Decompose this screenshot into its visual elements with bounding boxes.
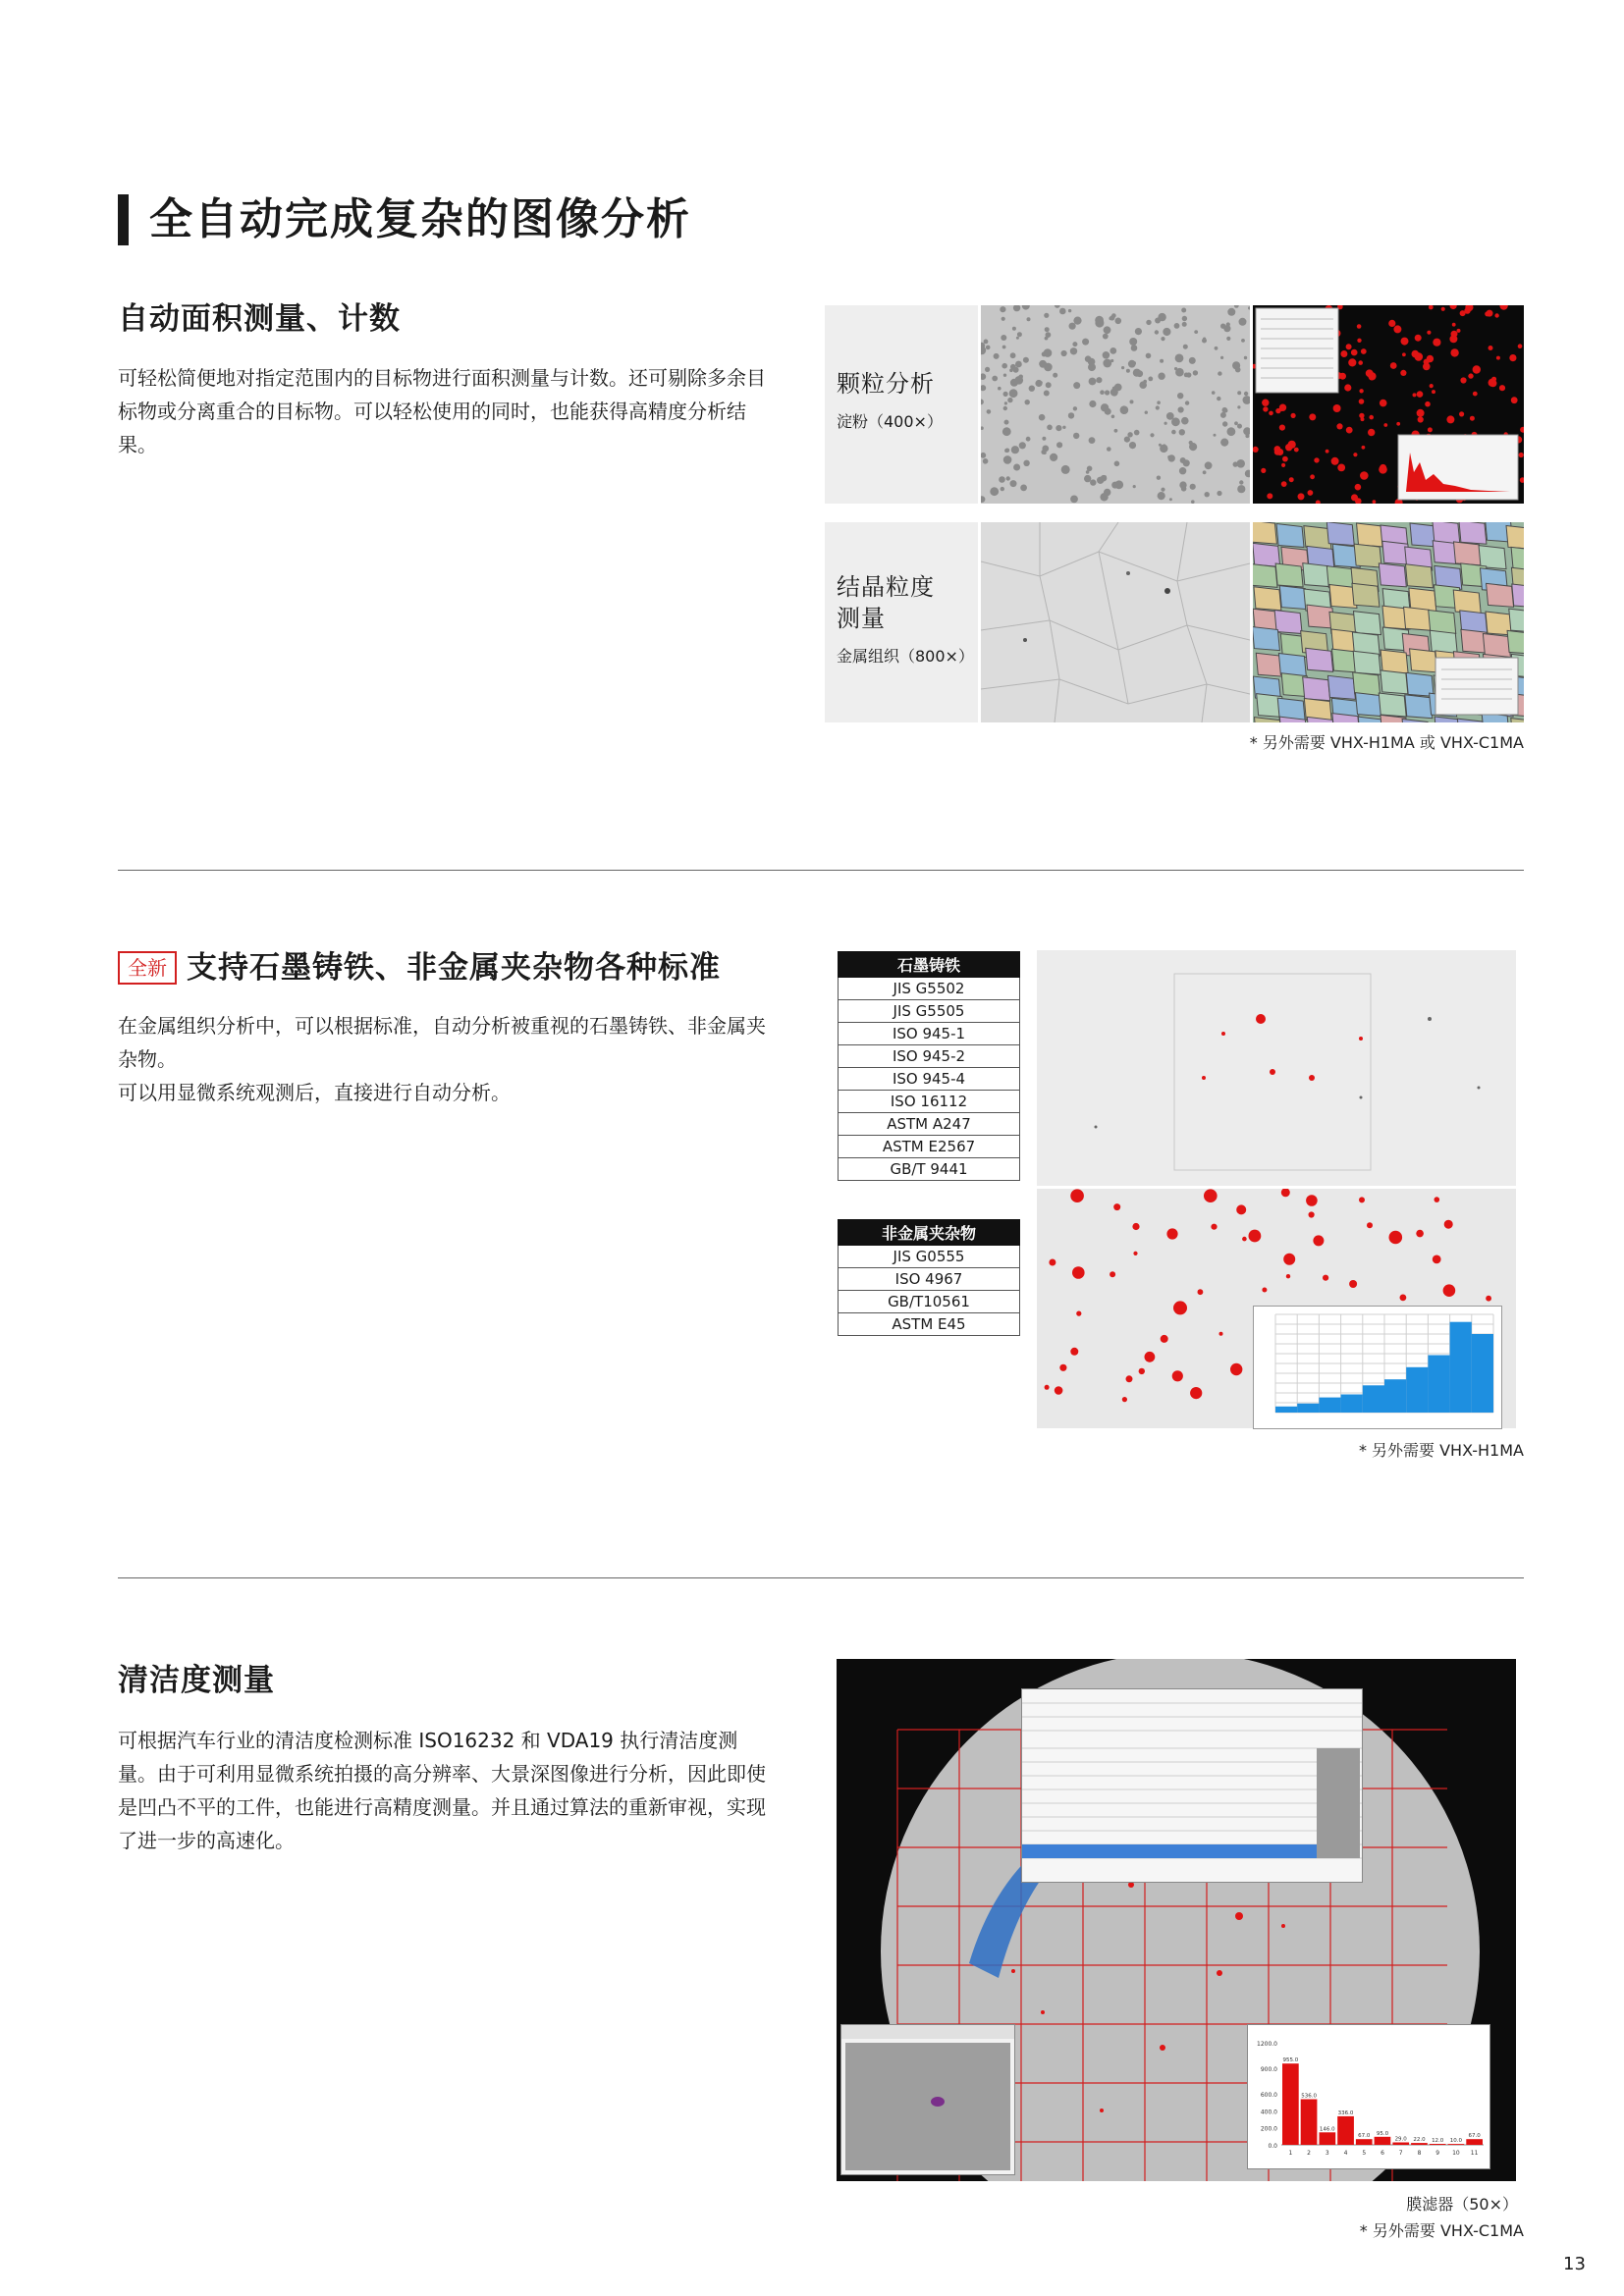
- cleanliness-data-label: 146.0: [1319, 2126, 1335, 2133]
- section2-note: * 另外需要 VHX-H1MA: [1358, 1441, 1524, 1460]
- page-number: 13: [1563, 2254, 1586, 2274]
- cleanliness-bar: [1448, 2144, 1465, 2145]
- cleanliness-data-label: 10.0: [1449, 2138, 1463, 2145]
- grain-size-title: 结晶粒度测量: [837, 573, 935, 632]
- standard-table1-row-5: ISO 16112: [839, 1091, 1020, 1113]
- cleanliness-bar: [1356, 2139, 1373, 2145]
- nonmetallic-inclusion-standards-table: [838, 1219, 1020, 1336]
- membrane-filter-image: [837, 1659, 1516, 2181]
- cleanliness-y-tick: 1200.0: [1257, 2041, 1277, 2048]
- inclusion-histogram-bar: [1472, 1334, 1493, 1413]
- cleanliness-x-tick: 3: [1325, 2150, 1329, 2157]
- new-badge: 全新: [118, 951, 177, 985]
- standard-table1-row-8: GB/T 9441: [839, 1158, 1020, 1181]
- cleanliness-bar: [1320, 2132, 1336, 2145]
- standard-table2-row-1: ISO 4967: [839, 1268, 1020, 1291]
- standard-table1-row-3: ISO 945-2: [839, 1045, 1020, 1068]
- inclusion-histogram-bar: [1275, 1407, 1297, 1413]
- cleanliness-bar: [1411, 2143, 1428, 2145]
- section1-note: * 另外需要 VHX-H1MA 或 VHX-C1MA: [1249, 733, 1524, 752]
- inclusion-histogram-bar: [1363, 1385, 1384, 1413]
- inclusion-histogram-bar: [1450, 1322, 1472, 1413]
- section3-note: * 另外需要 VHX-C1MA: [1359, 2221, 1524, 2240]
- section2-heading: [118, 948, 721, 988]
- cleanliness-x-tick: 10: [1452, 2150, 1460, 2157]
- cleanliness-x-tick: 2: [1307, 2150, 1312, 2157]
- section2-body-line-1: 在金属组织分析中，可以根据标准，自动分析被重视的石墨铸铁、非金属夹杂物。: [118, 1014, 766, 1071]
- section-divider-1: [118, 870, 1524, 871]
- standard-table1-row-6: ASTM A247: [839, 1113, 1020, 1136]
- table1-header: 石墨铸铁: [839, 952, 1020, 978]
- cleanliness-y-tick: 0.0: [1268, 2143, 1277, 2150]
- inclusion-histogram-bar: [1297, 1404, 1319, 1413]
- cleanliness-data-label: 336.0: [1337, 2109, 1354, 2116]
- cleanliness-y-tick: 900.0: [1260, 2066, 1277, 2073]
- particle-analysis-title: 颗粒分析: [837, 370, 935, 398]
- cleanliness-x-tick: 6: [1380, 2150, 1384, 2157]
- cleanliness-bar: [1375, 2137, 1391, 2145]
- section3-body: 可根据汽车行业的清洁度检测标准 ISO16232 和 VDA19 执行清洁度测量。由于可利用显微系统拍摄的高分辨率、大景深图像进行分析，因此即使是凹凸不平的工件，也能进行高精度测量。并且通过算法的重新审视，实现了进一步的高速化。: [118, 1729, 766, 1852]
- cleanliness-bar: [1430, 2144, 1446, 2145]
- inclusion-histogram-bar: [1406, 1367, 1428, 1413]
- cleanliness-data-label: 12.0: [1432, 2138, 1444, 2144]
- inclusion-histogram-bar: [1341, 1395, 1363, 1414]
- grain-size-label-panel: [825, 522, 978, 722]
- cleanliness-x-tick: 8: [1417, 2150, 1422, 2157]
- inclusion-histogram-chart: [1253, 1306, 1502, 1429]
- cleanliness-data-label: 955.0: [1282, 2057, 1299, 2064]
- cleanliness-x-tick: 1: [1288, 2150, 1293, 2157]
- inclusion-histogram-bar: [1428, 1356, 1449, 1414]
- particle-zoom-panel: [840, 2024, 1015, 2175]
- metal-structure-image: [981, 522, 1250, 722]
- inclusion-histogram-bar: [1384, 1379, 1406, 1413]
- particle-analysis-result-image: [1253, 305, 1524, 504]
- cleanliness-y-tick: 200.0: [1260, 2125, 1277, 2133]
- table2-header: 非金属夹杂物: [839, 1220, 1020, 1246]
- standard-table1-row-2: ISO 945-1: [839, 1023, 1020, 1045]
- graphite-cast-iron-standards-table: [838, 951, 1020, 1181]
- section2-body-line-2: 可以用显微系统观测后，直接进行自动分析。: [118, 1081, 511, 1104]
- standard-table2-row-2: GB/T10561: [839, 1291, 1020, 1313]
- standard-table2-row-3: ASTM E45: [839, 1313, 1020, 1336]
- section3-caption: 膜滤器（50×）: [1406, 2195, 1518, 2214]
- standard-table1-row-0: JIS G5502: [839, 978, 1020, 1000]
- starch-micrograph-image: [981, 305, 1250, 504]
- section1-title: 自动面积测量、计数: [118, 301, 401, 337]
- cleanliness-data-label: 536.0: [1301, 2093, 1317, 2100]
- standard-table1-row-1: JIS G5505: [839, 1000, 1020, 1023]
- cleanliness-y-tick: 400.0: [1260, 2109, 1277, 2116]
- section2-title: 支持石墨铸铁、非金属夹杂物各种标准: [187, 950, 721, 986]
- grain-size-subtitle: 金属组织（800×）: [837, 647, 974, 666]
- cleanliness-data-label: 22.0: [1413, 2137, 1426, 2144]
- grain-size-result-image: [1253, 522, 1524, 722]
- section3-title: 清洁度测量: [118, 1663, 275, 1698]
- particle-analysis-subtitle: 淀粉（400×）: [837, 412, 943, 431]
- standard-table1-row-7: ASTM E2567: [839, 1136, 1020, 1158]
- cleanliness-x-tick: 7: [1398, 2150, 1403, 2157]
- particle-analysis-label-panel: [825, 305, 978, 504]
- cleanliness-x-tick: 9: [1435, 2150, 1440, 2157]
- title-bar-accent: [118, 194, 129, 245]
- cleanliness-data-label: 67.0: [1358, 2133, 1371, 2140]
- cleanliness-y-tick: 600.0: [1260, 2092, 1277, 2099]
- cleanliness-x-tick: 4: [1343, 2150, 1348, 2157]
- standard-table2-row-0: JIS G0555: [839, 1246, 1020, 1268]
- section2-body: [118, 1009, 766, 1109]
- cleanliness-x-tick: 5: [1362, 2150, 1367, 2157]
- cleanliness-bar: [1392, 2143, 1409, 2146]
- standard-table1-row-4: ISO 945-4: [839, 1068, 1020, 1091]
- cleanliness-histogram-chart: [1247, 2024, 1490, 2169]
- measurement-data-table-panel: [1021, 1688, 1363, 1883]
- cast-iron-micrograph-image: [1037, 950, 1516, 1186]
- section1-body: 可轻松简便地对指定范围内的目标物进行面积测量与计数。还可剔除多余目标物或分离重合的目标物。可以轻松使用的同时，也能获得高精度分析结果。: [118, 366, 766, 456]
- cleanliness-data-label: 67.0: [1468, 2133, 1481, 2140]
- cleanliness-bar: [1466, 2139, 1483, 2145]
- cleanliness-x-tick: 11: [1470, 2150, 1479, 2157]
- cleanliness-bar: [1337, 2116, 1354, 2145]
- cleanliness-data-label: 95.0: [1376, 2130, 1389, 2137]
- cleanliness-bar: [1301, 2100, 1318, 2146]
- page-title: 全自动完成复杂的图像分析: [149, 194, 691, 244]
- inclusion-histogram-bar: [1319, 1398, 1340, 1413]
- section-divider-2: [118, 1577, 1524, 1578]
- cleanliness-bar: [1282, 2063, 1299, 2145]
- cleanliness-data-label: 29.0: [1394, 2136, 1407, 2143]
